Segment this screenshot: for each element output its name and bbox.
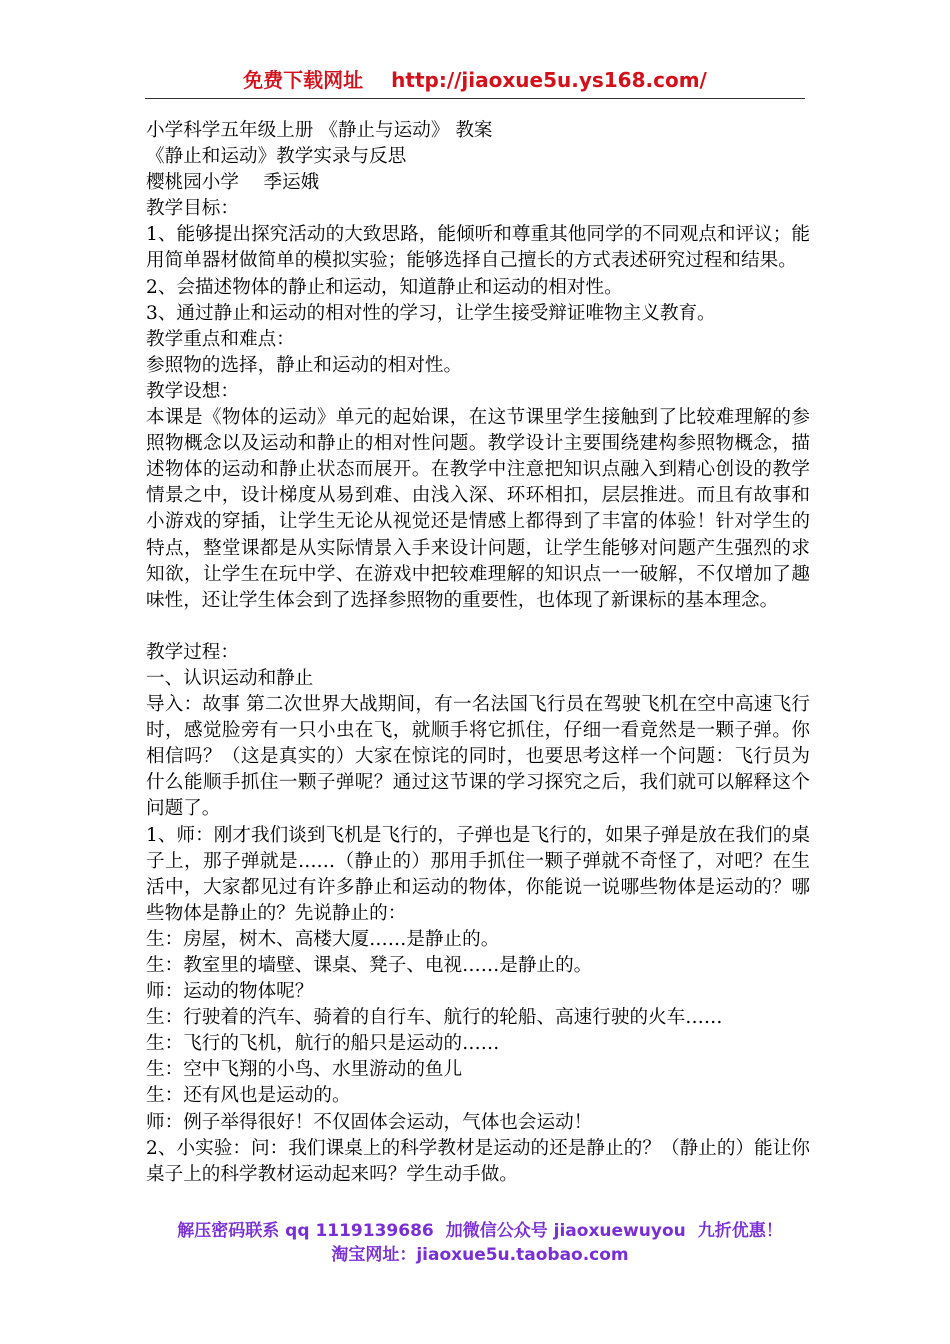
footer-qq: 解压密码联系 qq 1119139686 [177, 1221, 434, 1241]
section-heading-key-points: 教学重点和难点： [146, 328, 295, 350]
dialogue-line: 生：还有风也是运动的。 [146, 1085, 351, 1107]
header-banner [145, 66, 805, 99]
dialogue-line: 生：房屋，树木、高楼大厦……是静止的。 [146, 928, 500, 950]
dialogue-line: 师：运动的物体呢？ [146, 981, 314, 1003]
doc-title: 小学科学五年级上册 《静止与运动》 教案 [146, 120, 493, 141]
blank-line [146, 614, 810, 640]
dialogue-line: 生：教室里的墙壁、课桌、凳子、电视……是静止的。 [146, 955, 593, 976]
teacher-question-paragraph: 1、师：刚才我们谈到飞机是飞行的，子弹也是飞行的，如果子弹是放在我们的桌子上，那子弹就是……（静止的）那用手抓住一颗子弹就不奇怪了，对吧？在生活中，大家都见过有许多静止和运动的物体，你能说一说哪些物体是运动的？哪些物体是静止的？先说静止的： [146, 824, 810, 924]
key-points-text: 参照物的选择，静止和运动的相对性。 [146, 354, 463, 376]
doc-subtitle: 《静止和运动》教学实录与反思 [146, 146, 407, 168]
footer-taobao-link[interactable]: 淘宝网址：jiaoxue5u.taobao.com [331, 1245, 629, 1265]
footer-contact-line [120, 1219, 840, 1243]
dialogue-line: 生：空中飞翔的小鸟、水里游动的鱼儿 [146, 1059, 463, 1081]
footer-banner [120, 1219, 840, 1267]
doc-author: 樱桃园小学 季运娥 [146, 172, 320, 194]
goal-item-2: 2、会描述物体的静止和运动，知道静止和运动的相对性。 [146, 276, 623, 298]
design-paragraph: 本课是《物体的运动》单元的起始课，在这节课里学生接触到了比较难理解的参照物概念以及运动和静止的相对性问题。教学设计主要围绕建构参照物概念，描述物体的运动和静止状态而展开。在教学中注意把知识点融入到精心创设的教学情景之中，设计梯度从易到难、由浅入深、环环相扣，层层推进。而且有故事和小游戏的穿插，让学生无论从视觉还是情感上都得到了丰富的体验！针对学生的特点，整堂课都是从实际情景入手来设计问题，让学生能够对问题产生强烈的求知欲，让学生在玩中学、在游戏中把较难理解的知识点一一破解，不仅增加了趣味性，还让学生体会到了选择参照物的重要性，也体现了新课标的基本理念。 [146, 407, 810, 611]
dialogue-line: 师：例子举得很好！不仅固体会运动，气体也会运动！ [146, 1111, 593, 1133]
dialogue-line: 生：行驶着的汽车、骑着的自行车、航行的轮船、高速行驶的火车…… [146, 1007, 723, 1029]
experiment-paragraph: 2、小实验：问：我们课桌上的科学教材是运动的还是静止的？（静止的）能让你桌子上的科学教材运动起来吗？学生动手做。 [146, 1137, 810, 1185]
header-url-link[interactable]: http://jiaoxue5u.ys168.com/ [391, 68, 707, 92]
section-heading-process: 教学过程： [146, 641, 239, 663]
section-heading-design: 教学设想： [146, 380, 239, 402]
section-heading-goals: 教学目标： [146, 198, 239, 220]
process-part-1-heading: 一、认识运动和静止 [146, 667, 314, 689]
dialogue-line: 生：飞行的飞机，航行的船只是运动的…… [146, 1033, 500, 1055]
header-label: 免费下载网址 [243, 68, 364, 92]
footer-wechat: 加微信公众号 jiaoxuewuyou [445, 1221, 686, 1241]
document-body [146, 118, 810, 1188]
goal-item-1: 1、能够提出探究活动的大致思路，能倾听和尊重其他同学的不同观点和评议；能用简单器材做简单的模拟实验；能够选择自己擅长的方式表述研究过程和结果。 [146, 224, 810, 272]
goal-item-3: 3、通过静止和运动的相对性的学习，让学生接受辩证唯物主义教育。 [146, 302, 716, 324]
intro-story-paragraph: 导入：故事 第二次世界大战期间，有一名法国飞行员在驾驶飞机在空中高速飞行时，感觉脸旁有一只小虫在飞，就顺手将它抓住，仔细一看竟然是一颗子弹。你相信吗？（这是真实的）大家在惊诧的同时，也要思考这样一个问题：飞行员为什么能顺手抓住一颗子弹呢？通过这节课的学习探究之后，我们就可以解释这个问题了。 [146, 694, 810, 820]
footer-discount: 九折优惠！ [697, 1221, 783, 1241]
